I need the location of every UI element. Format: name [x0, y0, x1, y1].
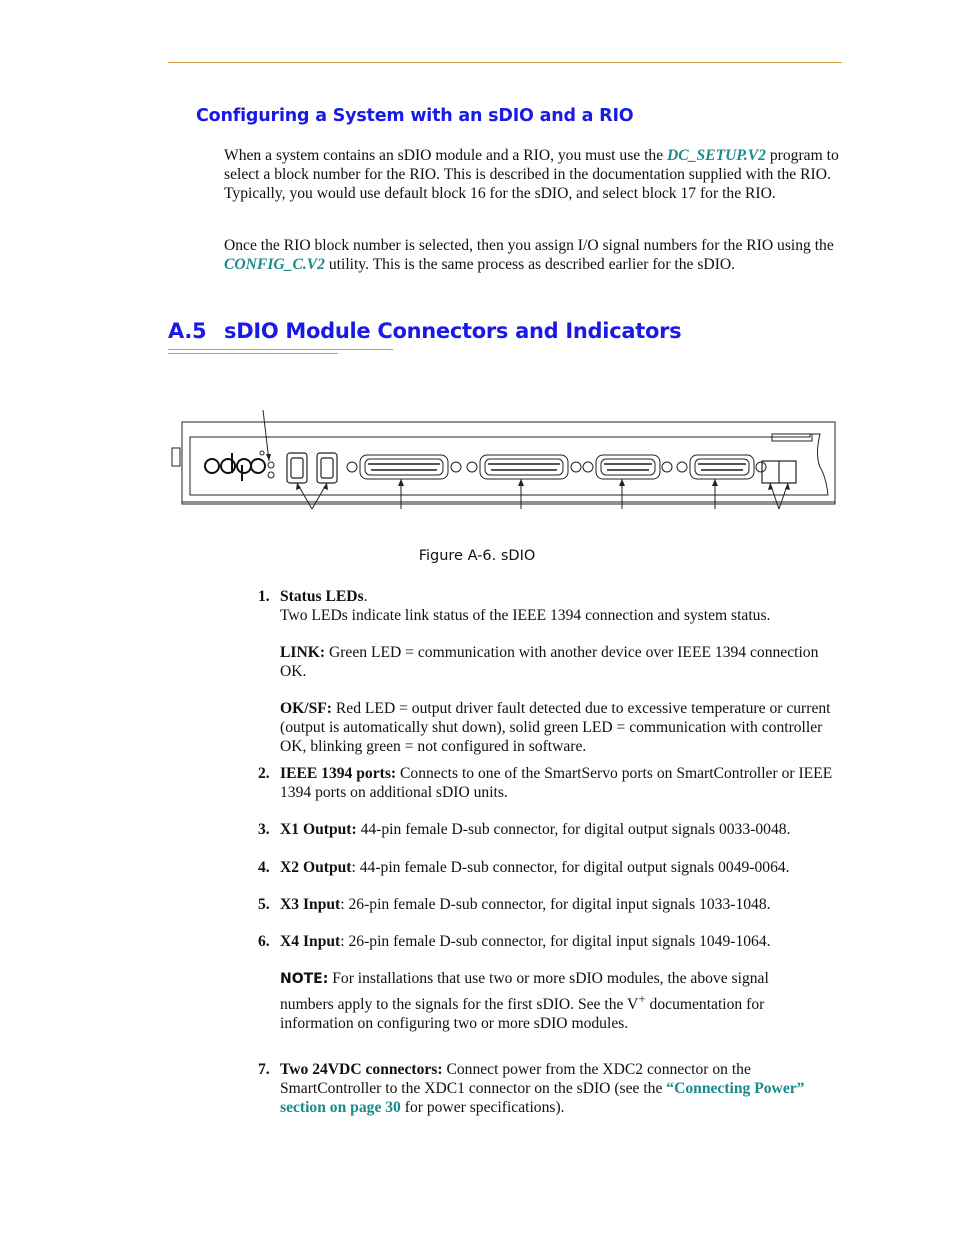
link-label: LINK:	[280, 644, 326, 661]
note-text: For installations that use two or more sDIO modules, the above signal numbers apply to the signals for the first sDIO. See the V	[280, 970, 769, 1014]
chapter-title: sDIO Module Connectors and Indicators	[224, 319, 682, 343]
item-text: : 44-pin female D-sub connector, for digital output signals 0049-0064.	[351, 859, 790, 876]
section-heading: Configuring a System with an sDIO and a RIO	[196, 106, 634, 126]
chapter-number: A.5	[168, 319, 207, 343]
note-superscript: +	[638, 991, 646, 1006]
para1-text: When a system contains an sDIO module and a RIO, you must use the	[224, 147, 668, 164]
paragraph-dc-setup	[224, 146, 844, 203]
item-number: 6.	[258, 933, 270, 950]
item-number: 5.	[258, 896, 270, 913]
figure-caption: Figure A-6. sDIO	[418, 548, 536, 564]
note-label: NOTE:	[280, 971, 329, 987]
paragraph-config-c	[224, 236, 844, 274]
item-number: 7.	[258, 1061, 270, 1078]
item-title: X4 Input	[280, 933, 341, 950]
ok-sf-led	[268, 472, 274, 478]
para2-text-end: utility. This is the same process as described earlier for the sDIO.	[324, 256, 736, 273]
para2-text: Once the RIO block number is selected, then you assign I/O signal numbers for the RIO using the	[224, 237, 834, 254]
heading-rule	[168, 349, 393, 350]
item-title-end: .	[363, 588, 368, 605]
heading-rule-short	[168, 353, 338, 354]
header-rule	[168, 62, 842, 63]
adept-logo	[205, 453, 265, 481]
item-text: : 26-pin female D-sub connector, for digital input signals 1049-1064.	[340, 933, 771, 950]
link-description: Green LED = communication with another device over IEEE 1394 connection OK.	[280, 644, 819, 680]
para1-text-end: program to select a block number for the RIO. This is described in the documentation supplied with the RIO. Typically, you would use default block 16 for the sDIO, and select block 17 for the RIO.	[224, 147, 839, 202]
item-text: Connect power from the XDC2 connector on the SmartController to the XDC1 connector on the sDIO (see the	[280, 1061, 751, 1097]
item-text-end: for power specifications).	[400, 1099, 565, 1116]
ok-sf-label: OK/SF:	[280, 700, 332, 717]
item-number: 3.	[258, 821, 270, 838]
item-title: Status LEDs	[280, 588, 364, 605]
item-text: 44-pin female D-sub connector, for digital output signals 0033-0048.	[356, 821, 791, 838]
item-title: IEEE 1394 ports:	[280, 765, 397, 782]
item-number: 4.	[258, 859, 270, 876]
item-text: Connects to one of the SmartServo ports on SmartController or IEEE 1394 ports on additional sDIO units.	[280, 765, 833, 801]
item-title: X1 Output:	[280, 821, 357, 838]
item-text: Two LEDs indicate link status of the IEEE 1394 connection and system status.	[280, 607, 771, 624]
note-text-end: documentation for information on configuring two or more sDIO modules.	[280, 996, 765, 1033]
connecting-power-link[interactable]: “Connecting Power” section on page 30	[280, 1080, 805, 1116]
item-title: Two 24VDC connectors:	[280, 1061, 443, 1078]
item-number: 1.	[258, 588, 270, 605]
sdio-front-panel-figure	[170, 405, 840, 520]
logo-trademark	[260, 451, 264, 455]
item-title: X3 Input	[280, 896, 341, 913]
chapter-heading	[168, 319, 681, 343]
item-text: : 26-pin female D-sub connector, for digital input signals 1033-1048.	[340, 896, 771, 913]
link-led	[268, 462, 274, 468]
mounting-tab	[172, 448, 180, 466]
config-c-link[interactable]: CONFIG_C.V2	[224, 256, 325, 273]
dc-setup-link[interactable]: DC_SETUP.V2	[667, 147, 766, 164]
ok-sf-description: Red LED = output driver fault detected due to excessive temperature or current (output is automatically shut down), solid green LED = communication with controller OK, blinking green = not configured in software.	[280, 700, 831, 755]
item-title: X2 Output	[280, 859, 352, 876]
item-number: 2.	[258, 765, 270, 782]
